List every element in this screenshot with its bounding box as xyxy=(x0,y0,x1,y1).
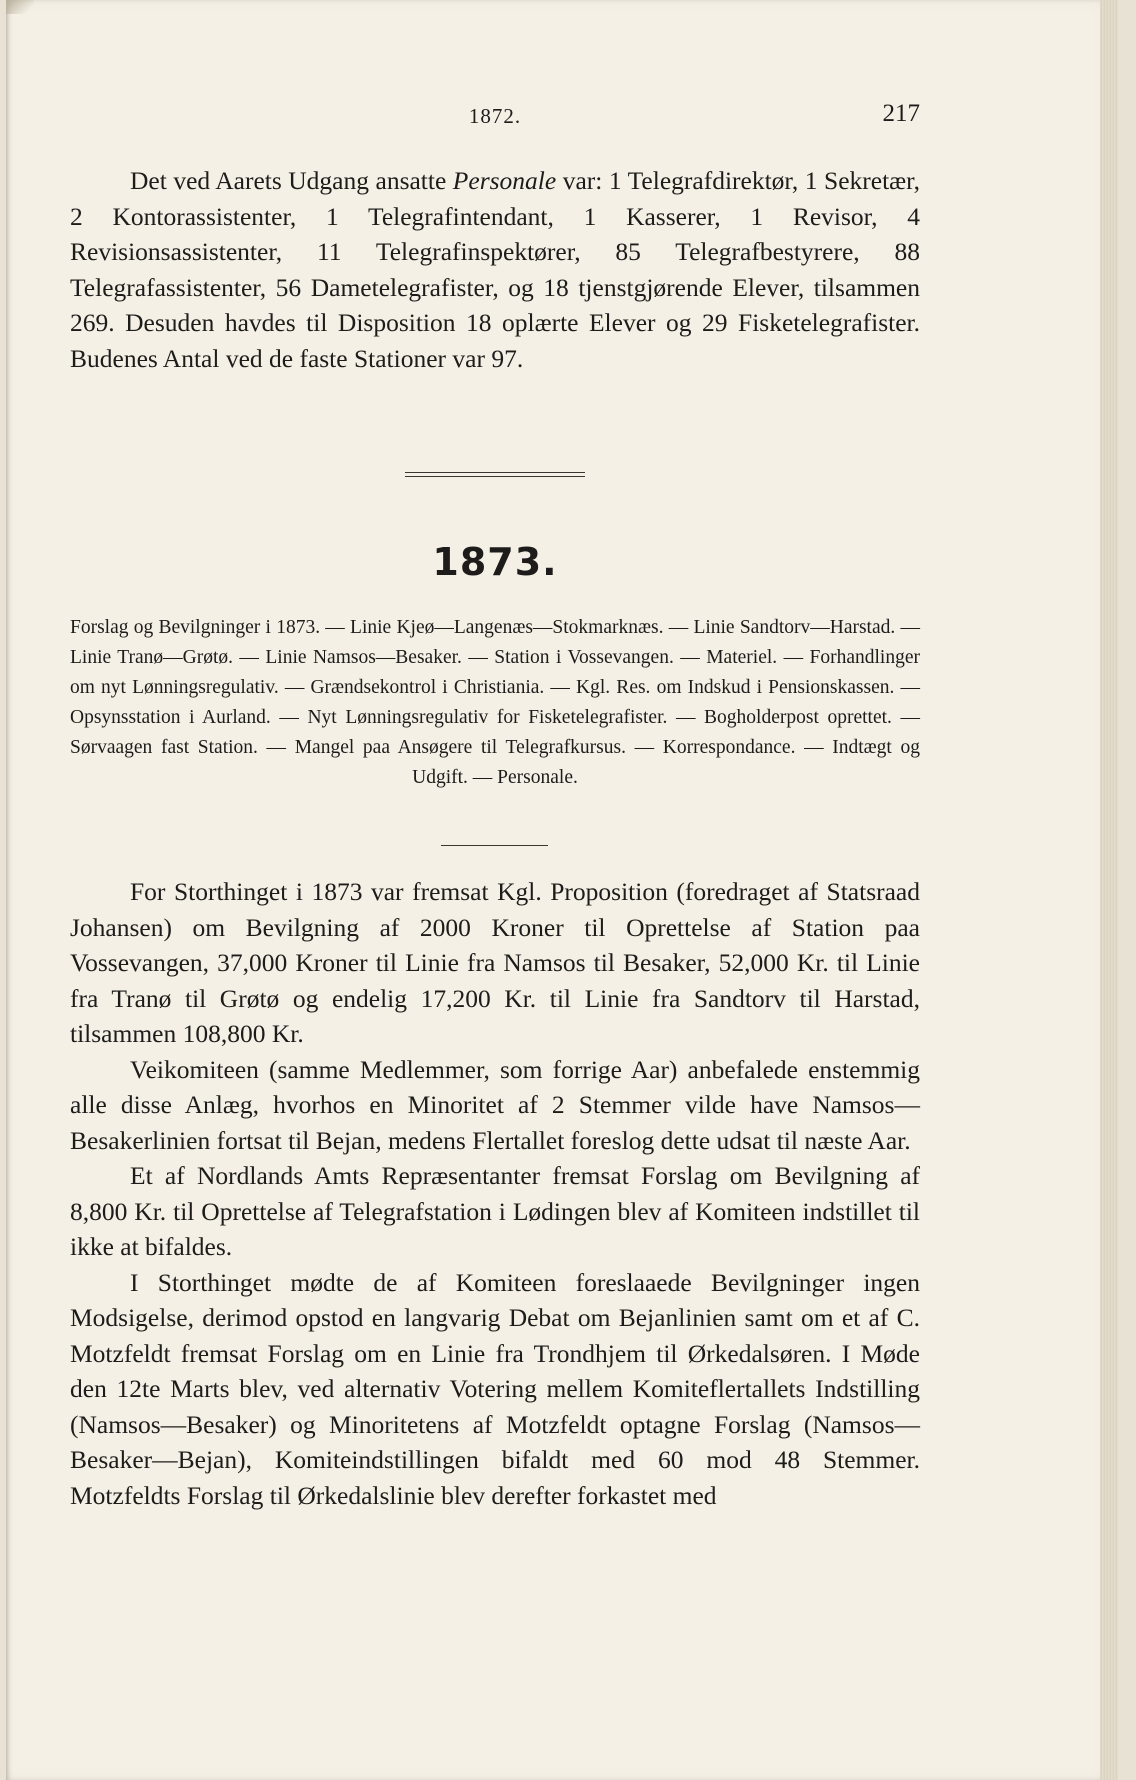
body-paragraph: Veikomiteen (samme Medlemmer, som forrige Aar) anbefalede enstemmig alle disse Anlæg, hvorhos en Minoritet af 2 Stemmer vilde have Namsos—Besakerlinien fortsat til Bejan, medens Flertallet foreslog dette udsat til næste Aar. xyxy=(70,1054,920,1155)
main-text xyxy=(70,874,920,1513)
intro-paragraph-block xyxy=(70,163,920,376)
body-paragraph: Et af Nordlands Amts Repræsentanter fremsat Forslag om Bevilgning af 8,800 Kr. til Oprettelse af Telegrafstation i Lødingen blev af Komiteen indstillet til ikke at bifaldes. xyxy=(70,1161,920,1261)
page-number: 217 xyxy=(882,100,920,127)
intro-paragraph xyxy=(70,163,920,376)
page-header xyxy=(70,100,920,134)
section-summary: Forslag og Bevilgninger i 1873. — Linie Kjeø—Langenæs—Stokmarknæs. — Linie Sandtorv—Harstad. — Linie Tranø—Grøtø. — Linie Namsos—Besaker. — Station i Vossevangen. — Materiel. — Forhandlinger om nyt Lønningsregulativ. — Grændsekontrol i Christiania. — Kgl. Res. om Indskud i Pensionskassen. — Opsynsstation i Aurland. — Nyt Lønningsregulativ for Fisketelegrafister. — Bogholderpost oprettet. — Sørvaagen fast Station. — Mangel paa Ansøgere til Telegrafkursus. — Korrespondance. — Indtægt og Udgift. — Personale. xyxy=(70,617,920,788)
section-year-heading: 1873. xyxy=(432,540,558,584)
summary-divider xyxy=(441,845,548,846)
intro-text-start: Det ved Aarets Udgang ansatte xyxy=(130,166,453,195)
section-divider-double xyxy=(405,472,585,477)
intro-text-rest: var: 1 Telegrafdirektør, 1 Sekretær, 2 Kontorassistenter, 1 Telegrafintendant, 1 Kasserer, 1 Revisor, 4 Revisionsassistenter, 11 Telegrafinspektører, 85 Telegrafbestyrere, 88 Telegrafassistenter, 56 Dametelegrafister, og 18 tjenstgjørende Elever, tilsammen 269. Desuden havdes til Disposition 18 oplærte Elever og 29 Fisketelegrafister. Budenes Antal ved de faste Stationer var 97. xyxy=(70,166,921,373)
page-corner-mark xyxy=(6,0,34,14)
body-paragraph: For Storthinget i 1873 var fremsat Kgl. Proposition (foredraget af Statsraad Johansen) om Bevilgning af 2000 Kroner til Oprettelse af Station paa Vossevangen, 37,000 Kroner til Linie fra Namsos til Besaker, 52,000 Kr. til Linie fra Tranø til Grøtø og endelig 17,200 Kr. til Linie fra Sandtorv til Harstad, tilsammen 108,800 Kr. xyxy=(70,877,920,1048)
intro-italic-term: Personale xyxy=(452,166,557,195)
page-edge xyxy=(1100,0,1118,1780)
running-head: 1872. xyxy=(468,104,522,128)
body-paragraph: I Storthinget mødte de af Komiteen foreslaaede Bevilgninger ingen Modsigelse, derimod opstod en langvarig Debat om Bejanlinien samt om et af C. Motzfeldt fremsat Forslag om en Linie fra Trondhjem til Ørkedalsøren. I Møde den 12te Marts blev, ved alternativ Votering mellem Komiteflertallets Indstilling (Namsos—Besaker) og Minoritetens af Motzfeldt optagne Forslag (Namsos—Besaker—Bejan), Komiteindstillingen bifaldt med 60 mod 48 Stemmer. Motzfeldts Forslag til Ørkedalslinie blev derefter forkastet med xyxy=(70,1267,920,1510)
